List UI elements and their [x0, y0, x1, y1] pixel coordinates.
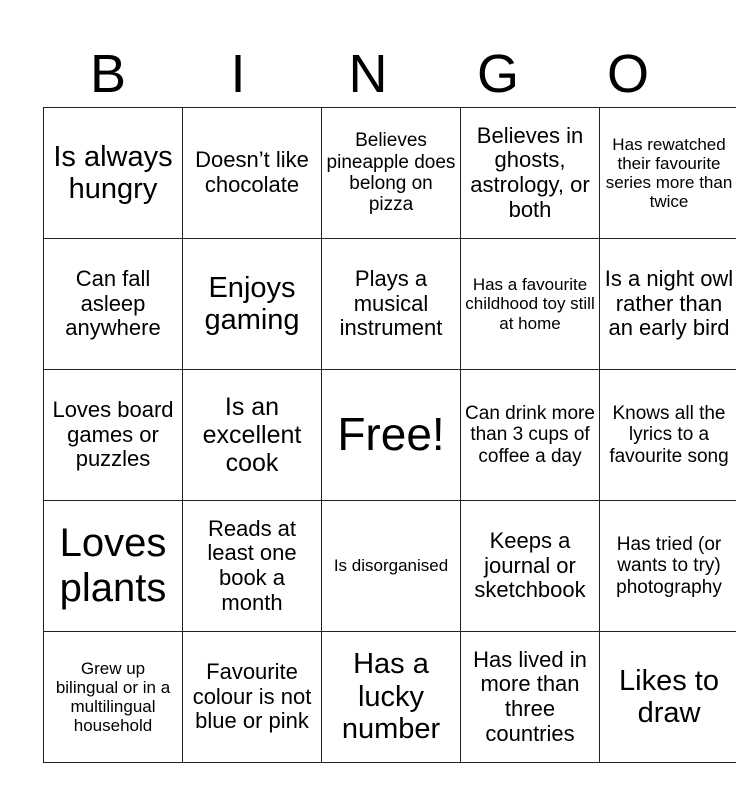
bingo-cell-r2c4[interactable]: Has a favourite childhood toy still at home [461, 239, 600, 370]
bingo-cell-r3c2[interactable]: Is an excellent cook [183, 370, 322, 501]
bingo-cell-r4c1[interactable]: Loves plants [44, 501, 183, 632]
bingo-cell-r3c5[interactable]: Knows all the lyrics to a favourite song [600, 370, 736, 501]
header-letter-i: I [230, 44, 246, 104]
header-letter-b: B [89, 44, 127, 104]
bingo-board [43, 107, 736, 763]
header-letter-n: N [348, 44, 388, 104]
bingo-cell-r1c5[interactable]: Has rewatched their favourite series more than twice [600, 108, 736, 239]
bingo-cell-r1c2[interactable]: Doesn’t like chocolate [183, 108, 322, 239]
bingo-cell-r3c4[interactable]: Can drink more than 3 cups of coffee a day [461, 370, 600, 501]
bingo-cell-r2c5[interactable]: Is a night owl rather than an early bird [600, 239, 736, 370]
header-letter-g: G [476, 44, 519, 104]
bingo-cell-r5c4[interactable]: Has lived in more than three countries [461, 632, 600, 763]
board-row-4 [44, 501, 736, 632]
header-letter-o: O [606, 44, 649, 104]
bingo-cell-r1c4[interactable]: Believes in ghosts, astrology, or both [461, 108, 600, 239]
bingo-cell-r2c3[interactable]: Plays a musical instrument [322, 239, 461, 370]
bingo-cell-r5c1[interactable]: Grew up bilingual or in a multilingual household [44, 632, 183, 763]
bingo-cell-r1c1[interactable]: Is always hungry [44, 108, 183, 239]
board-row-2 [44, 239, 736, 370]
bingo-cell-r5c3[interactable]: Has a lucky number [322, 632, 461, 763]
bingo-cell-r2c2[interactable]: Enjoys gaming [183, 239, 322, 370]
bingo-header [43, 40, 693, 108]
bingo-cell-r5c5[interactable]: Likes to draw [600, 632, 736, 763]
board-row-3 [44, 370, 736, 501]
bingo-cell-r1c3[interactable]: Believes pineapple does belong on pizza [322, 108, 461, 239]
bingo-cell-r4c2[interactable]: Reads at least one book a month [183, 501, 322, 632]
free-space-cell[interactable]: Free! [322, 370, 461, 501]
bingo-cell-r5c2[interactable]: Favourite colour is not blue or pink [183, 632, 322, 763]
bingo-cell-r4c4[interactable]: Keeps a journal or sketchbook [461, 501, 600, 632]
board-row-1 [44, 108, 736, 239]
bingo-cell-r3c1[interactable]: Loves board games or puzzles [44, 370, 183, 501]
bingo-cell-r2c1[interactable]: Can fall asleep anywhere [44, 239, 183, 370]
bingo-cell-r4c5[interactable]: Has tried (or wants to try) photography [600, 501, 736, 632]
board-row-5 [44, 632, 736, 763]
bingo-cell-r4c3[interactable]: Is disorganised [322, 501, 461, 632]
